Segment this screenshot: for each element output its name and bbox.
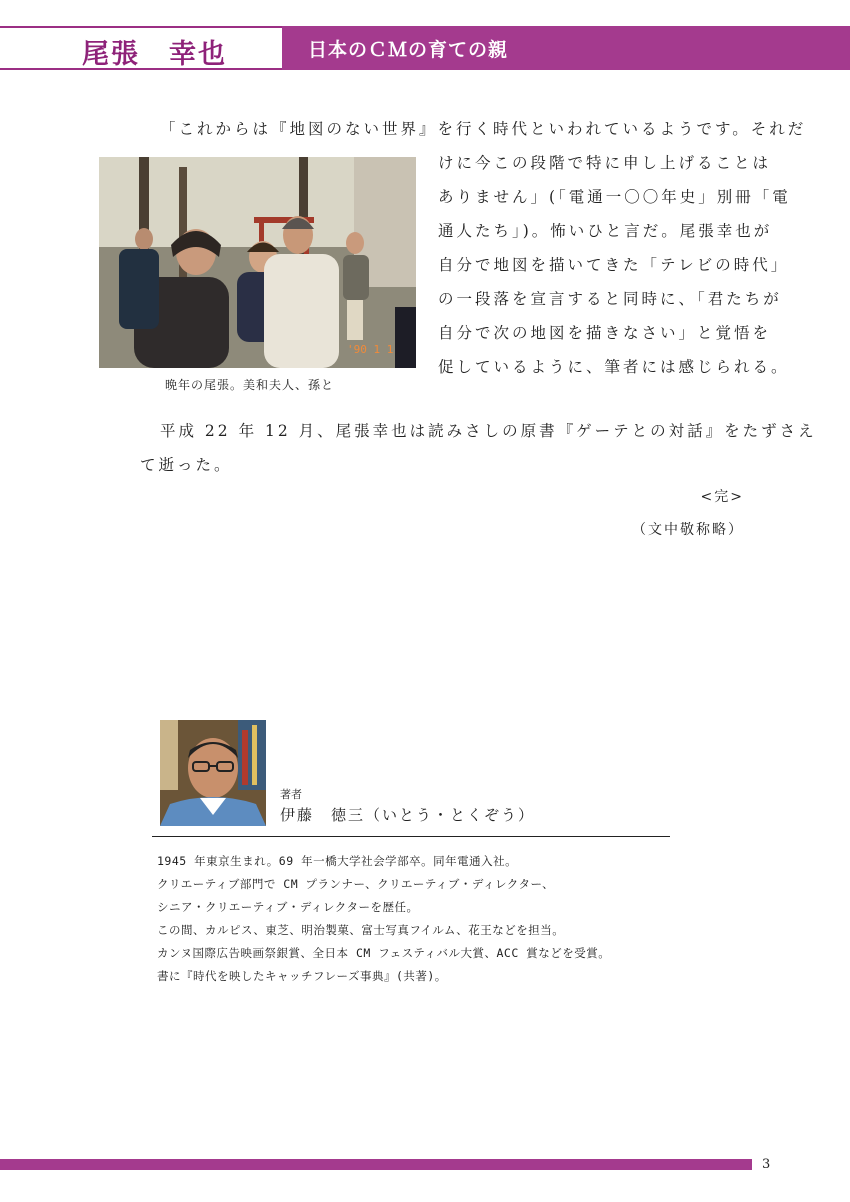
bio-line: カンヌ国際広告映画祭銀賞、全日本 CM フェスティバル大賞、ACC 賞などを受賞。 — [157, 946, 611, 960]
paragraph-1-line-8: 促しているように、筆者には感じられる。 — [438, 358, 790, 376]
header-name-box — [0, 26, 282, 70]
paragraph-1-line-6: の一段落を宣言すると同時に、「君たちが — [438, 290, 782, 308]
paragraph-1-line-2: けに今この段階で特に申し上げることは — [438, 154, 772, 172]
header-title: 日本のＣＭの育ての親 — [308, 39, 509, 61]
honorific-note: （文中敬称略） — [632, 522, 744, 538]
footer-bar — [0, 1159, 752, 1170]
header-title-bar — [282, 26, 850, 70]
family-photo — [99, 157, 416, 368]
paragraph-2-line-2: て逝った。 — [140, 456, 233, 474]
bio-line: 1945 年東京生まれ。69 年一橋大学社会学部卒。同年電通入社。 — [157, 854, 518, 868]
bio-line: クリエーティブ部門で CM プランナー、クリエーティブ・ディレクター、 — [157, 877, 555, 891]
divider-rule — [152, 836, 670, 837]
paragraph-1-line-4: 通人たち」)。怖いひと言だ。尾張幸也が — [438, 222, 773, 240]
bio-line: 書に『時代を映したキャッチフレーズ事典』(共著)。 — [157, 969, 447, 983]
author-portrait — [160, 720, 266, 826]
end-mark: <完> — [700, 489, 744, 505]
paragraph-1-line-3: ありません」(「電通一〇〇年史」別冊「電 — [438, 188, 791, 206]
author-name: 伊藤 徳三（いとう・とくぞう） — [280, 806, 536, 824]
paragraph-2-line-1: 平成 22 年 12 月、尾張幸也は読みさしの原書『ゲーテとの対話』をたずさえ — [160, 422, 817, 440]
author-bio — [157, 850, 610, 988]
paragraph-1-line-5: 自分で地図を描いてきた「テレビの時代」 — [438, 256, 790, 274]
paragraph-1-first-line: 「これからは『地図のない世界』を行く時代といわれているようです。それだ — [160, 120, 807, 138]
photo-caption: 晩年の尾張。美和夫人、孫と — [165, 378, 335, 392]
bio-line: シニア・クリエーティブ・ディレクターを歴任。 — [157, 900, 419, 914]
header-name: 尾張 幸也 — [82, 39, 227, 70]
bio-line: この間、カルピス、東芝、明治製菓、富士写真フイルム、花王などを担当。 — [157, 923, 565, 937]
author-label: 著者 — [280, 788, 302, 801]
photo-date-stamp: '90 1 1 — [347, 343, 394, 356]
page-number: 3 — [762, 1157, 771, 1172]
paragraph-1-line-7: 自分で次の地図を描きなさい」と覚悟を — [438, 324, 772, 342]
